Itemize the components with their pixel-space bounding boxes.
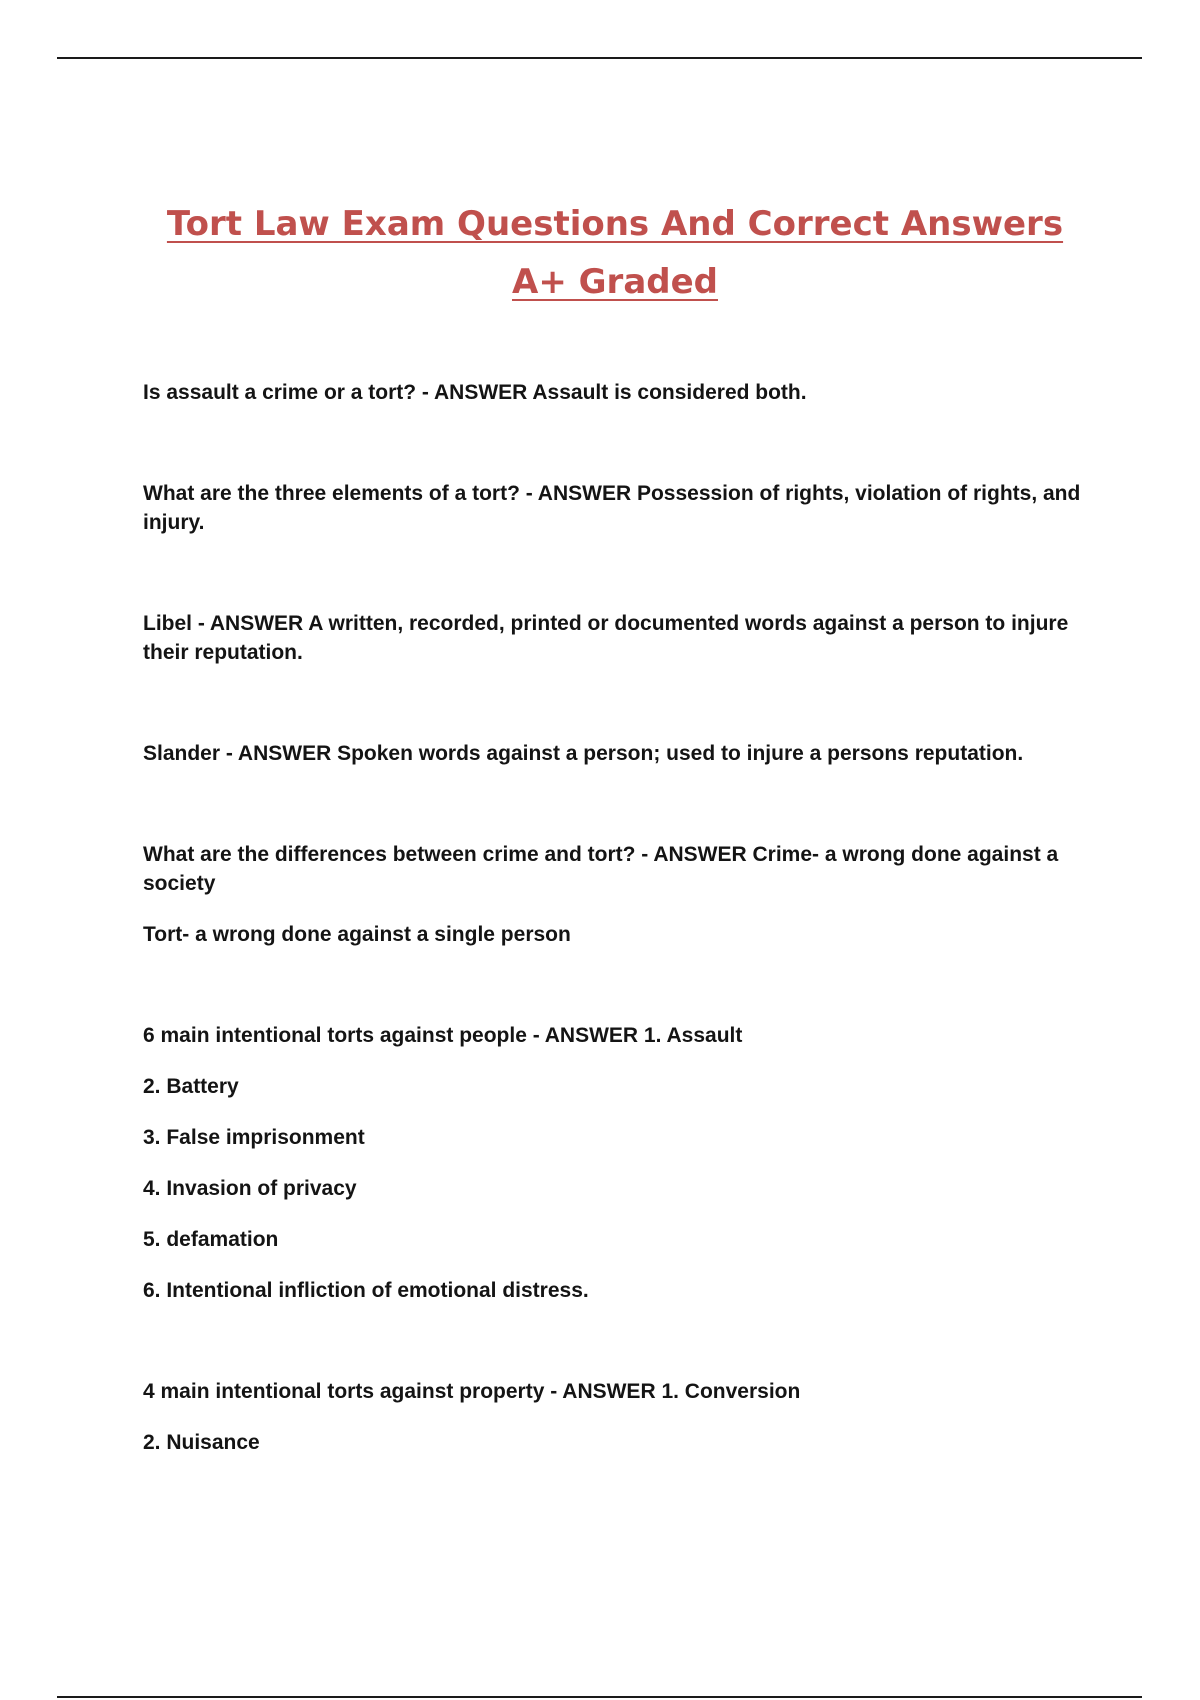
qa-line: Libel - ANSWER A written, recorded, printed or documented words against a person to injure their reputation. xyxy=(143,612,1069,664)
qa-line: 4 main intentional torts against property - ANSWER 1. Conversion xyxy=(143,1380,801,1403)
qa-line: 2. Battery xyxy=(143,1075,239,1098)
bottom-rule xyxy=(57,1696,1142,1698)
qa-line: 2. Nuisance xyxy=(143,1431,260,1454)
qa-item-slander xyxy=(143,739,1098,768)
qa-item-elements xyxy=(143,479,1098,537)
qa-item-torts-people xyxy=(143,1021,1098,1305)
qa-item-libel xyxy=(143,609,1098,667)
top-rule xyxy=(57,57,1142,59)
qa-line: What are the differences between crime and tort? - ANSWER Crime- a wrong done against a society xyxy=(143,843,1059,895)
qa-item-torts-property xyxy=(143,1377,1098,1457)
qa-line: Is assault a crime or a tort? - ANSWER Assault is considered both. xyxy=(143,381,807,404)
qa-line: Tort- a wrong done against a single person xyxy=(143,923,571,946)
qa-line: 3. False imprisonment xyxy=(143,1126,365,1149)
qa-line: 6. Intentional infliction of emotional distress. xyxy=(143,1279,589,1302)
qa-line: Slander - ANSWER Spoken words against a person; used to injure a persons reputation. xyxy=(143,742,1024,765)
qa-line: 4. Invasion of privacy xyxy=(143,1177,357,1200)
qa-line: 5. defamation xyxy=(143,1228,279,1251)
title-line-1: Tort Law Exam Questions And Correct Answers xyxy=(166,204,1064,244)
qa-line: What are the three elements of a tort? - ANSWER Possession of rights, violation of rights, and injury. xyxy=(143,482,1081,534)
qa-item-crime-vs-tort xyxy=(143,840,1098,949)
qa-item-assault xyxy=(143,378,1098,407)
qa-line: 6 main intentional torts against people - ANSWER 1. Assault xyxy=(143,1024,743,1047)
title-line-2: A+ Graded xyxy=(512,262,718,302)
document-title xyxy=(100,195,1130,311)
qa-list xyxy=(143,378,1098,1529)
